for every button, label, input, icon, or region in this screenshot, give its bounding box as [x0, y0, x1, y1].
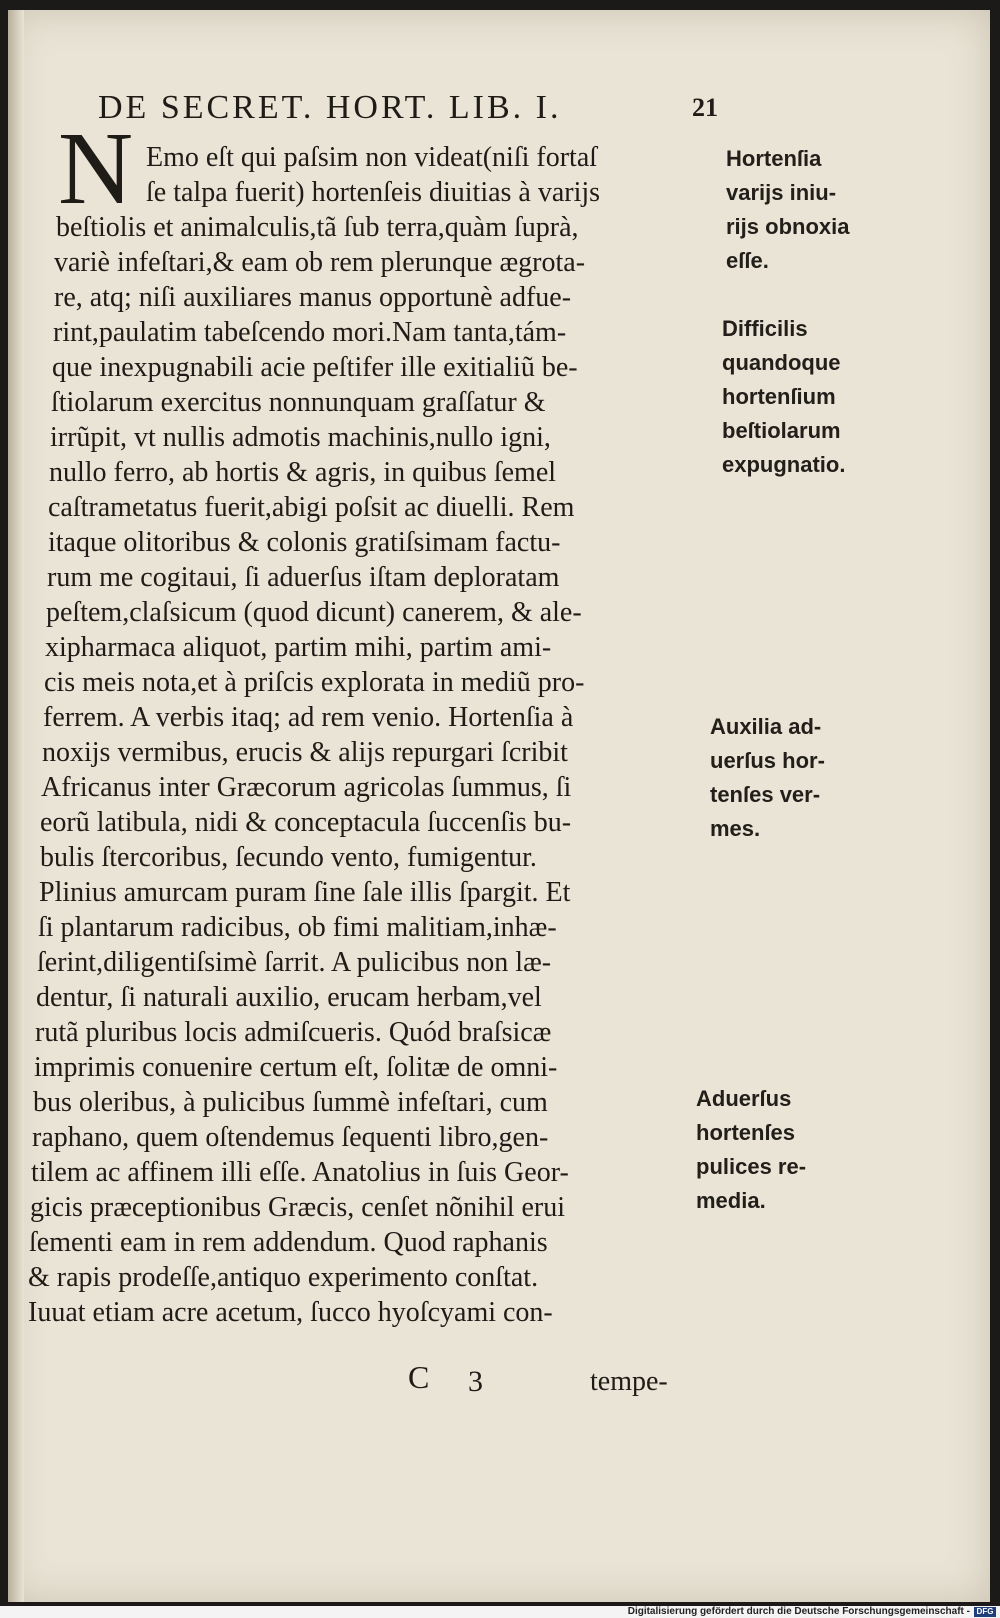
marginal-note-line: mes.: [710, 816, 761, 841]
text-line: ferrem. A verbis itaq; ad rem venio. Hortenſia à: [43, 702, 574, 733]
text-line: ſe talpa fuerit) hortenſeis diuitias à varijs: [146, 177, 601, 208]
text-line: rutã pluribus locis admiſcueris. Quód braſsicæ: [35, 1017, 552, 1048]
folio-number: 21: [692, 93, 718, 122]
text-line: raphano, quem oſtendemus ſequenti libro,gen-: [32, 1122, 549, 1153]
text-line: Plinius amurcam puram ſine ſale illis ſpargit. Et: [39, 877, 571, 908]
text-line: rint,paulatim tabeſcendo mori.Nam tanta,tám-: [53, 317, 567, 348]
signature-mark: C: [408, 1359, 430, 1395]
text-line: Africanus inter Græcorum agricolas ſummus, ſi: [41, 772, 572, 803]
text-line: Emo eſt qui paſsim non videat(niſi fortaſ: [146, 142, 598, 173]
text-line: ſementi eam in rem addendum. Quod raphanis: [29, 1227, 548, 1258]
marginal-note-line: Aduerſus: [696, 1086, 792, 1111]
marginal-note-line: quandoque: [722, 350, 841, 375]
catchword: tempe-: [590, 1366, 668, 1397]
marginal-note-line: Difficilis: [722, 316, 808, 341]
text-line: xipharmaca aliquot, partim mihi, partim ami-: [45, 632, 552, 663]
text-line: irrũpit, vt nullis admotis machinis,nullo igni,: [50, 422, 551, 453]
marginal-note-line: beſtiolarum: [722, 418, 841, 443]
text-line: imprimis conuenire certum eſt, ſolitæ de omni-: [34, 1052, 558, 1083]
marginal-note-line: media.: [696, 1188, 766, 1213]
credit-bar: [0, 1606, 1000, 1618]
text-line: gicis præceptionibus Græcis, cenſet nõnihil erui: [30, 1192, 566, 1223]
text-line: Iuuat etiam acre acetum, ſucco hyoſcyami con-: [28, 1297, 553, 1328]
marginal-note-line: expugnatio.: [722, 452, 846, 477]
marginal-note-line: rijs obnoxia: [726, 214, 850, 239]
text-line: bus oleribus, à pulicibus ſummè infeſtari, cum: [33, 1087, 548, 1118]
book-page: [8, 10, 990, 1602]
text-line: peſtem,claſsicum (quod dicunt) canerem, & ale-: [46, 597, 582, 628]
text-line: que inexpugnabili acie peſtifer ille exitialiũ be-: [52, 352, 578, 383]
text-line: ſtiolarum exercitus nonnunquam graſſatur &: [51, 387, 546, 418]
running-title: DE SECRET. HORT. LIB. I.: [98, 89, 562, 126]
marginal-note-line: Hortenſia: [726, 146, 822, 171]
text-line: ſerint,diligentiſsimè ſarrit. A pulicibus non læ-: [37, 947, 552, 978]
signature-number: 3: [468, 1365, 483, 1398]
text-line: itaque olitoribus & colonis gratiſsimam factu-: [48, 527, 561, 558]
marginal-note-line: pulices re-: [696, 1154, 807, 1179]
text-line: cis meis nota,et à priſcis explorata in mediũ pro-: [44, 667, 585, 698]
binding-edge: [8, 10, 24, 1602]
marginal-note-line: uerſus hor-: [710, 748, 825, 773]
dfg-logo-icon: DFG: [974, 1607, 996, 1617]
credit-text: Digitalisierung gefördert durch die Deutsche Forschungsgemeinschaft -: [627, 1606, 970, 1617]
text-line: ſi plantarum radicibus, ob fimi malitiam,inhæ-: [38, 912, 557, 943]
text-line: bulis ſtercoribus, ſecundo vento, fumigentur.: [40, 842, 537, 873]
text-line: & rapis prodeſſe,antiquo experimento conſtat.: [28, 1262, 539, 1293]
drop-cap: N: [58, 111, 134, 226]
text-line: tilem ac affinem illi eſſe. Anatolius in ſuis Geor-: [31, 1157, 569, 1188]
text-line: dentur, ſi naturali auxilio, erucam herbam,vel: [36, 982, 542, 1013]
text-line: nullo ferro, ab hortis & agris, in quibus ſemel: [49, 457, 557, 488]
running-header: [98, 88, 718, 128]
marginal-note-line: eſſe.: [726, 248, 769, 273]
text-line: caſtrametatus fuerit,abigi poſsit ac diuelli. Rem: [48, 492, 575, 523]
marginal-note-line: Auxilia ad-: [710, 714, 822, 739]
marginal-note-line: hortenſium: [722, 384, 836, 409]
marginal-note-line: varijs iniu-: [726, 180, 837, 205]
marginal-note-line: hortenſes: [696, 1120, 796, 1145]
text-line: noxijs vermibus, erucis & alijs repurgari ſcribit: [42, 737, 568, 768]
text-line: variè infeſtari,& eam ob rem plerunque ægrota-: [54, 247, 586, 278]
text-line: rum me cogitaui, ſi aduerſus iſtam deploratam: [47, 562, 560, 593]
marginal-note-line: tenſes ver-: [710, 782, 821, 807]
text-line: eorũ latibula, nidi & conceptacula ſuccenſis bu-: [40, 807, 572, 838]
text-line: beſtiolis et animalculis,tã ſub terra,quàm ſuprà,: [56, 212, 579, 243]
text-line: re, atq; niſi auxiliares manus opportunè adfue-: [54, 282, 572, 313]
